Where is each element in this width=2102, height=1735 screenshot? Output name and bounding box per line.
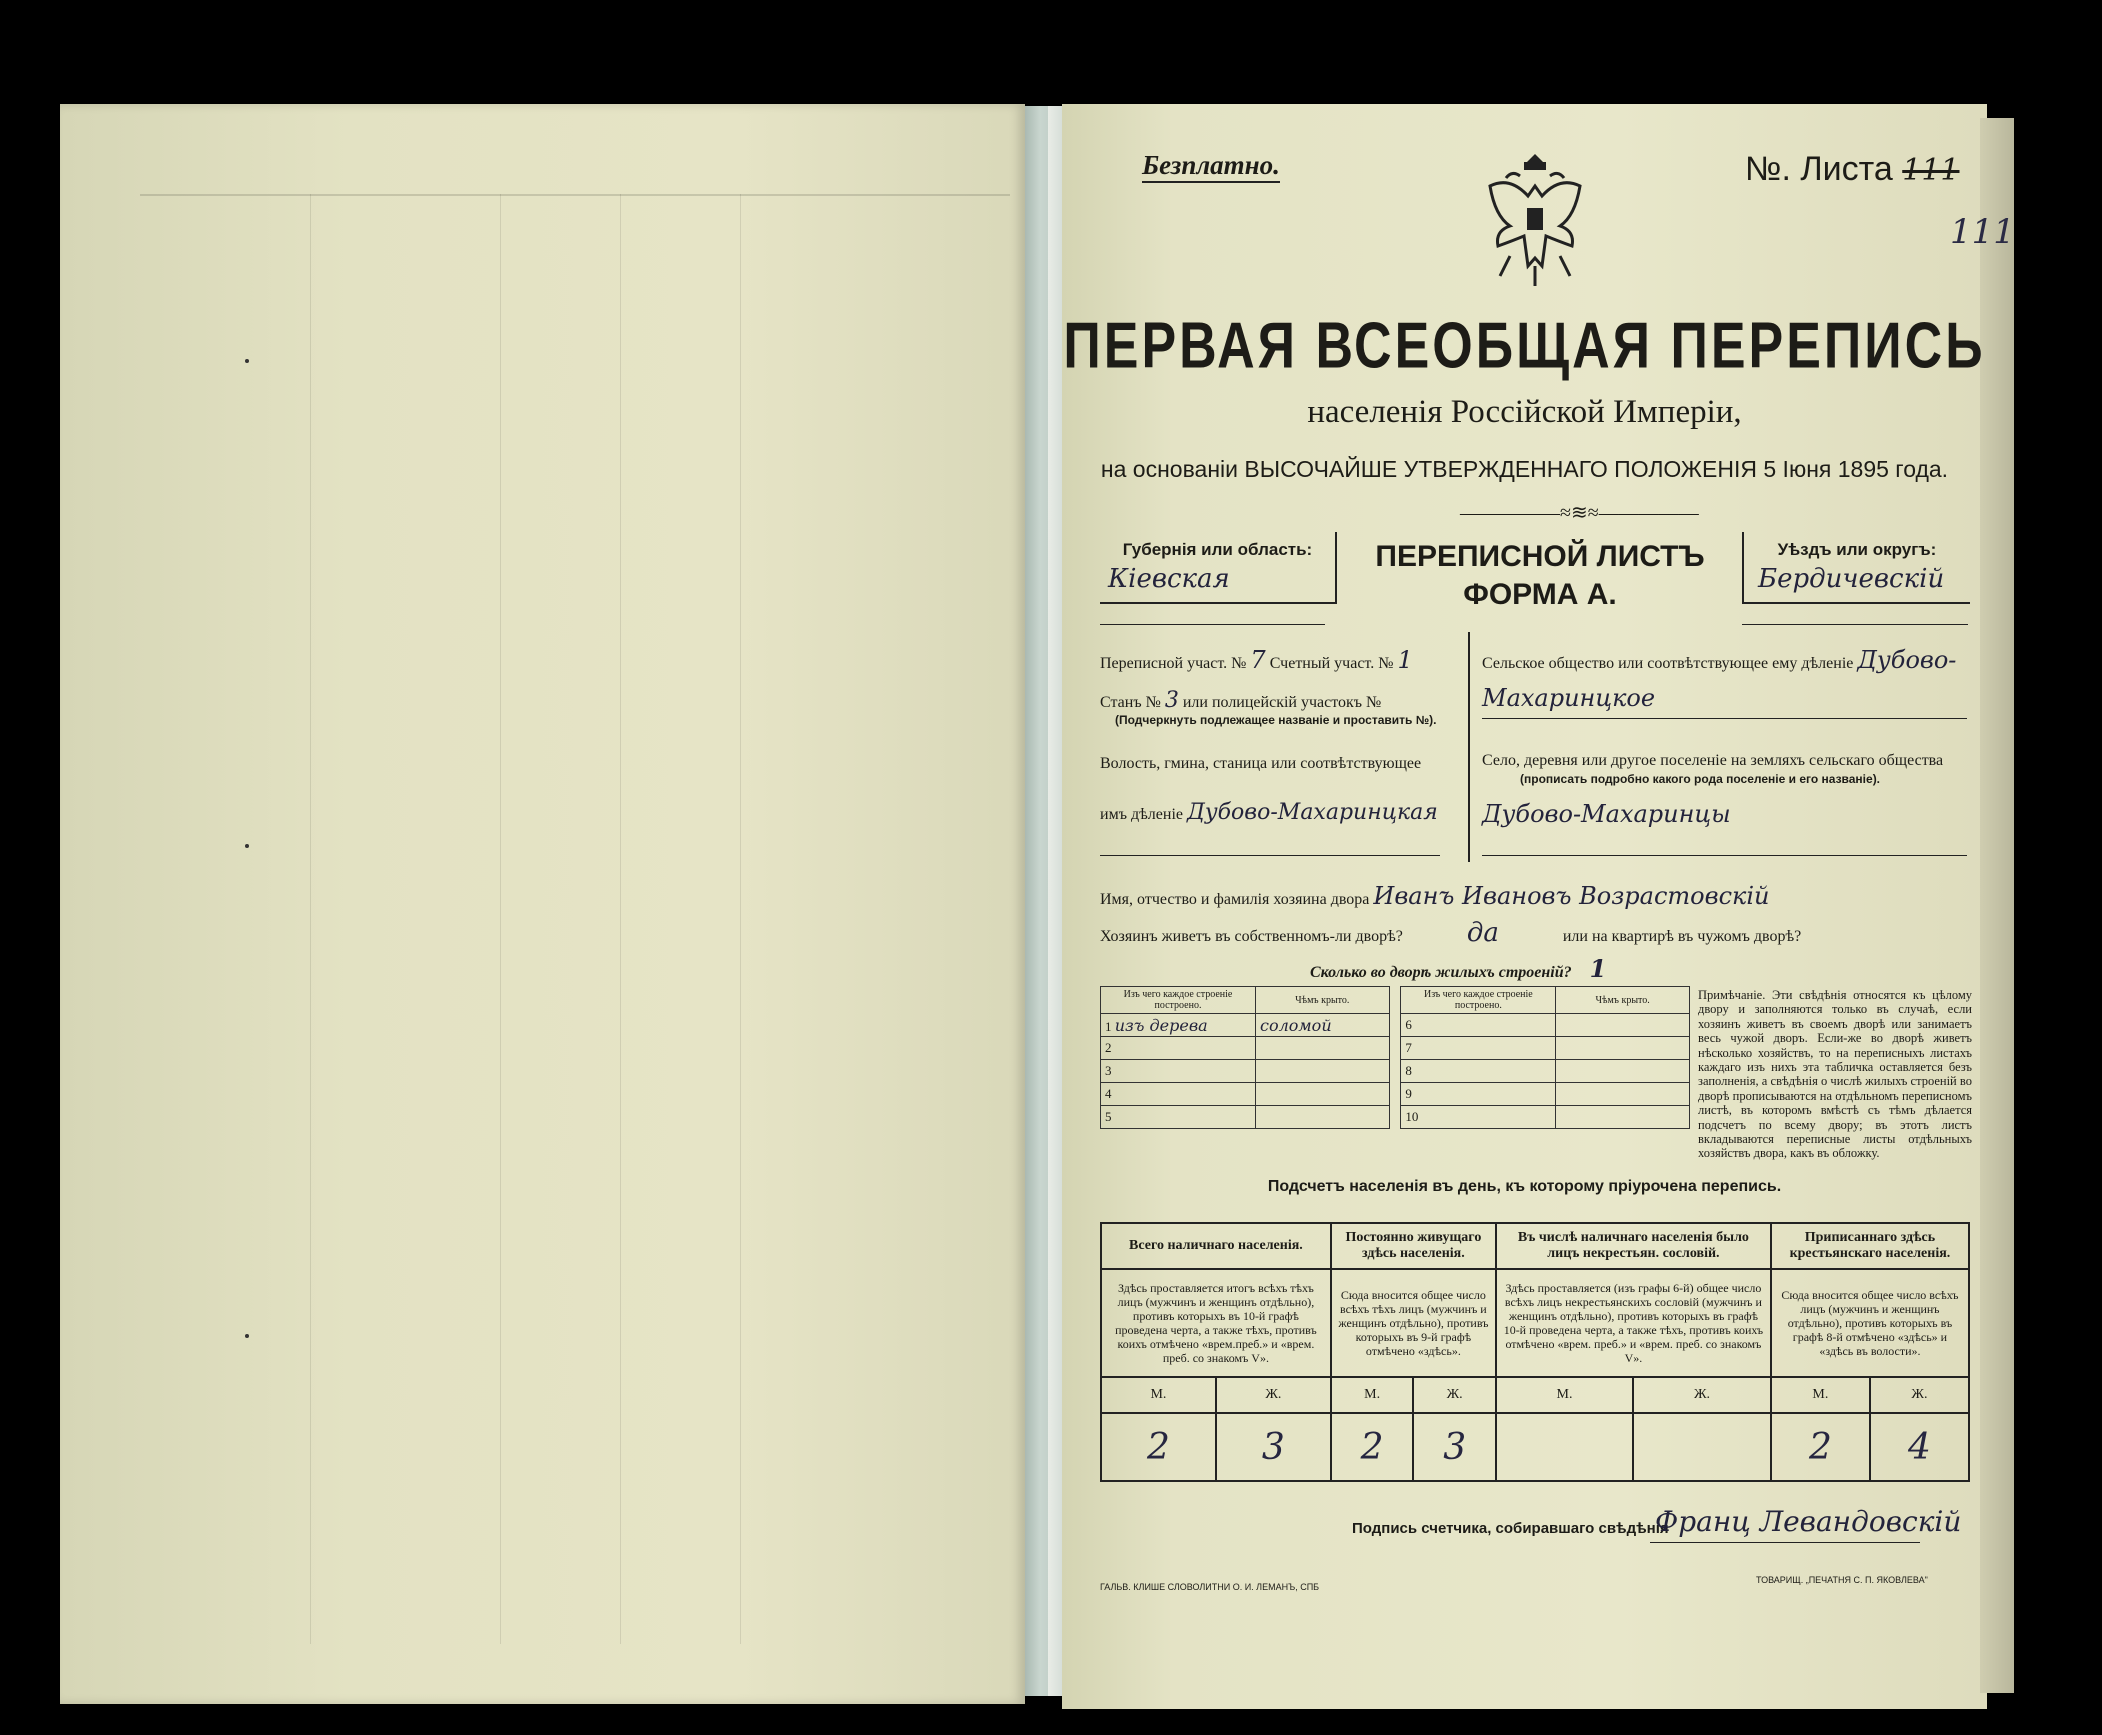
male-label: М.	[1496, 1377, 1633, 1413]
population-table	[1100, 1222, 1970, 1482]
male-label: М.	[1331, 1377, 1414, 1413]
pop-col-title-4: Приписаннаго здѣсь крестьянскаго населенія.	[1771, 1223, 1969, 1269]
female-label: Ж.	[1870, 1377, 1969, 1413]
col-roof-2: Чѣмъ крыто.	[1556, 987, 1690, 1014]
non-peasant-male-value	[1496, 1413, 1633, 1481]
society-field: Сельское общество или соотвѣтствующее ему дѣленіе Дубово-	[1482, 646, 1957, 674]
table-row: 5 10	[1101, 1106, 1690, 1129]
stan-value: 3	[1164, 688, 1179, 713]
sheet-number-label: №. Листа	[1745, 150, 1893, 188]
uezd-value: Бердичевскій	[1758, 564, 1945, 594]
owner-value: Иванъ Ивановъ Возрастовскій	[1373, 882, 1770, 910]
uezd-label: Уѣздъ или округъ:	[1777, 540, 1937, 559]
pop-col-title-3: Въ числѣ наличнаго населенія было лицъ некрестьян. сословій.	[1496, 1223, 1771, 1269]
volost-value: Дубово-Махаринцкая	[1186, 800, 1438, 825]
corner-number: 111	[1950, 212, 2015, 252]
own-yard-value: да	[1466, 918, 1499, 948]
uezd-box	[1742, 532, 1970, 604]
own-yard-field: Хозяинъ живетъ въ собственномъ-ли дворѣ? да или на квартирѣ въ чужомъ дворѣ?	[1100, 918, 1802, 948]
population-heading: Подсчетъ населенія въ день, къ которому пріурочена перепись.	[1267, 1178, 1782, 1195]
gubernia-box	[1100, 532, 1337, 604]
note-text: Примѣчаніе. Эти свѣдѣнія относятся къ цѣлому двору и заполняются только въ случаѣ, если хозяинъ живетъ въ своемъ дворѣ или занимаетъ весь чужой дворъ. Если-же во дворѣ живетъ нѣсколько хозяйствъ, то на переписныхъ листахъ каждаго изъ нихъ эта табличка оставляется безъ заполненія, а свѣдѣнія о числѣ жилыхъ строеній во дворѣ прописываются на отдѣльномъ переписномъ листѣ, въ которомъ вмѣстѣ съ тѣмъ дѣлается подсчетъ по всему двору; въ этотъ листъ вкладываются переписные листы отдѣльныхъ хозяйствъ двора, какъ въ обложку.	[1698, 988, 1972, 1161]
permanent-female-value: 3	[1413, 1413, 1496, 1481]
village-label: Село, деревня или другое поселеніе на земляхъ сельскаго общества	[1482, 752, 1944, 769]
sheet-title-line1: ПЕРЕПИСНОЙ ЛИСТЪ	[1375, 540, 1705, 573]
col-material-2: Изъ чего каждое строеніе построено.	[1401, 987, 1556, 1014]
volost-field: имъ дѣленіе Дубово-Махаринцкая	[1100, 800, 1438, 825]
registered-female-value: 4	[1870, 1413, 1969, 1481]
sheet-number-value: 111	[1902, 153, 1960, 188]
ornament-divider: —————≈≋≈—————	[1460, 502, 1699, 524]
total-male-value: 2	[1101, 1413, 1216, 1481]
registered-male-value: 2	[1771, 1413, 1870, 1481]
total-female-value: 3	[1216, 1413, 1331, 1481]
census-sheet-title	[1340, 538, 1740, 614]
table-row: 2 7	[1101, 1037, 1690, 1060]
non-peasant-female-value	[1633, 1413, 1771, 1481]
table-row: 4 9	[1101, 1083, 1690, 1106]
male-label: М.	[1101, 1377, 1216, 1413]
counting-section-value: 1	[1397, 646, 1413, 674]
owner-field: Имя, отчество и фамилія хозяина двора Иванъ Ивановъ Возрастовскій	[1100, 882, 1770, 910]
pop-col-title-1: Всего наличнаго населенія.	[1101, 1223, 1331, 1269]
gubernia-label: Губернія или область:	[1122, 540, 1313, 559]
pop-col-desc-2: Сюда вносится общее число всѣхъ тѣхъ лицъ (мужчинъ и женщинъ отдѣльно), противъ которыхъ въ 9-й графѣ отмѣчено «здѣсь».	[1331, 1269, 1496, 1377]
pop-col-title-2: Постоянно живущаго здѣсь населенія.	[1331, 1223, 1496, 1269]
left-page	[60, 104, 1025, 1704]
female-label: Ж.	[1216, 1377, 1331, 1413]
imperial-eagle-emblem	[1480, 146, 1590, 296]
signature-label: Подпись счетчика, собиравшаго свѣдѣнія	[1352, 1520, 1669, 1537]
legal-basis: на основаніи ВЫСОЧАЙШЕ УТВЕРЖДЕННАГО ПОЛОЖЕНІЯ 5 Іюня 1895 года.	[1100, 456, 1949, 482]
society-value-2: Махаринцкое	[1482, 684, 1656, 712]
society-value-1: Дубово-	[1857, 646, 1957, 674]
volost-label: Волость, гмина, станица или соотвѣтствующее	[1100, 755, 1422, 772]
gubernia-value: Кіевская	[1108, 564, 1230, 594]
census-section-value: 7	[1250, 646, 1266, 674]
permanent-male-value: 2	[1331, 1413, 1414, 1481]
col-roof: Чѣмъ крыто.	[1256, 987, 1390, 1014]
village-note: (прописать подробно какого рода поселеніе и его названіе).	[1520, 772, 1881, 786]
female-label: Ж.	[1633, 1377, 1771, 1413]
page-title: ПЕРВАЯ ВСЕОБЩАЯ ПЕРЕПИСЬ	[1063, 309, 1986, 383]
free-label: Безплатно.	[1142, 150, 1280, 183]
footer-left: ГАЛЬВ. КЛИШЕ СЛОВОЛИТНИ О. И. ЛЕМАНЪ, СПБ	[1100, 1582, 1320, 1592]
sheet-number	[1745, 150, 1960, 189]
pop-col-desc-4: Сюда вносится общее число всѣхъ лицъ (мужчинъ и женщинъ отдѣльно), противъ которыхъ въ графѣ 8-й отмѣчено «здѣсь» и «здѣсь въ волости».	[1771, 1269, 1969, 1377]
pop-col-desc-1: Здѣсь проставляется итогъ всѣхъ тѣхъ лицъ (мужчинъ и женщинъ отдѣльно), противъ которыхъ въ 10-й графѣ проведена черта, а также тѣхъ, противъ коихъ отмѣчено «врем.преб.» и «врем. преб. со знакомъ V».	[1101, 1269, 1331, 1377]
col-material: Изъ чего каждое строеніе построено.	[1101, 987, 1256, 1014]
signature-value: Франц Левандовскій	[1655, 1505, 1962, 1538]
bleed-through-header	[140, 194, 1010, 426]
village-value: Дубово-Махаринцы	[1482, 800, 1731, 828]
stan-field: Станъ № 3 или полицейскій участокъ №	[1100, 688, 1382, 713]
buildings-count-field: Сколько во дворѣ жилыхъ строеній? 1	[1310, 954, 1607, 983]
footer-right: ТОВАРИЩ. „ПЕЧАТНЯ С. П. ЯКОВЛЕВА"	[1756, 1575, 1928, 1585]
male-label: М.	[1771, 1377, 1870, 1413]
census-section-field: Переписной участ. № 7 Счетный участ. № 1	[1100, 646, 1413, 674]
table-row: 3 8	[1101, 1060, 1690, 1083]
buildings-table	[1100, 986, 1690, 1129]
sheet-title-line2: ФОРМА А.	[1463, 578, 1617, 611]
female-label: Ж.	[1413, 1377, 1496, 1413]
page-subtitle: населенія Россійской Имперіи,	[1307, 394, 1742, 430]
table-row: 1 изъ дерева соломой 6	[1101, 1014, 1690, 1037]
underline-note: (Подчеркнуть подлежащее названіе и проставить №).	[1115, 713, 1437, 727]
pop-col-desc-3: Здѣсь проставляется (изъ графы 6-й) общее число всѣхъ лицъ некрестьянскихъ сословій (мужчинъ и женщинъ отдѣльно), противъ которыхъ въ графѣ 10-й проведена черта, а также тѣхъ, противъ коихъ отмѣчено «врем. преб.» и «врем. преб. со знакомъ V».	[1496, 1269, 1771, 1377]
buildings-count-value: 1	[1589, 954, 1607, 983]
